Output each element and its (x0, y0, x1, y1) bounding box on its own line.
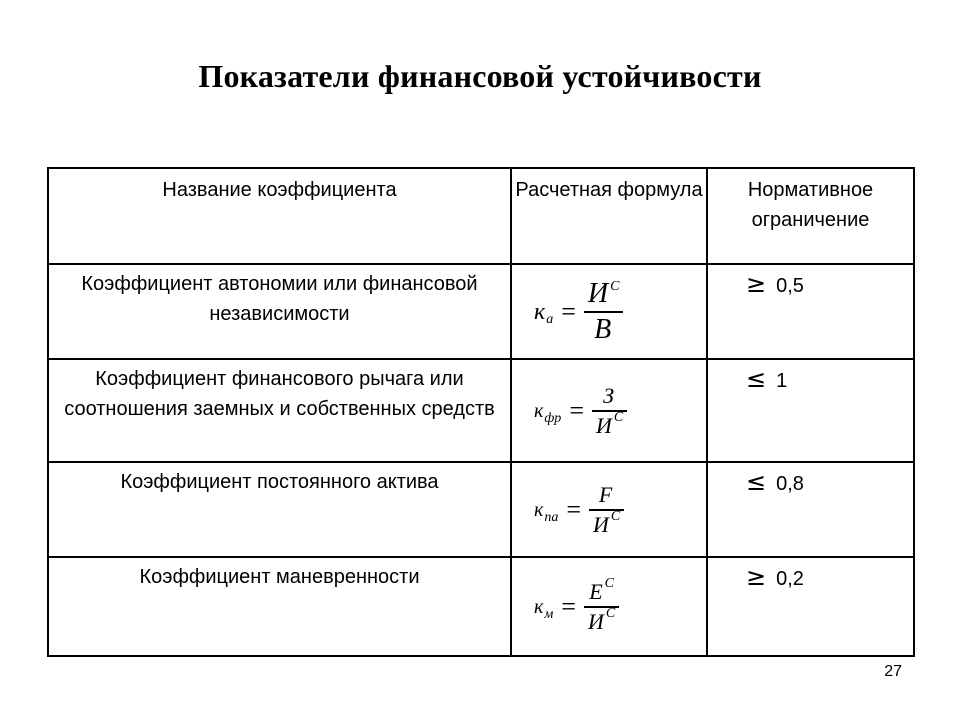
denominator-sup: С (613, 409, 624, 425)
comparison-sign: ≤ (746, 365, 767, 393)
formula-sub: м (544, 606, 554, 622)
formula-equals: = (561, 296, 576, 326)
formula-leverage (534, 382, 627, 438)
coef-name-cell (48, 462, 511, 557)
formula-denominator (589, 508, 624, 537)
norm-cell (707, 264, 914, 359)
formula-numerator (599, 382, 620, 408)
norm-cell (707, 557, 914, 656)
comparison-sign: ≥ (746, 270, 767, 298)
numerator-symbol: И (587, 277, 609, 309)
numerator-symbol: З (603, 382, 615, 408)
denominator-symbol: И (587, 608, 604, 634)
formula-k: к (534, 399, 544, 422)
norm-number: 1 (776, 370, 788, 392)
header-norm-label: Нормативное ограничение (747, 179, 874, 231)
header-formula-label: Расчетная формула (515, 179, 703, 201)
table-header-row (48, 168, 914, 264)
norm-value (708, 463, 913, 499)
norm-value (708, 360, 913, 396)
coef-name-cell (48, 359, 511, 462)
formula-equals: = (569, 395, 584, 425)
formula-autonomy (534, 277, 623, 345)
fraction-bar (584, 311, 624, 313)
page-title: Показатели финансовой устойчивости (198, 58, 762, 94)
norm-number: 0,5 (776, 275, 804, 297)
norm-value (708, 558, 913, 594)
formula-sub: фр (544, 410, 562, 426)
denominator-symbol: И (593, 511, 609, 537)
norm-cell (707, 359, 914, 462)
denominator-symbol: В (594, 313, 612, 345)
numerator-sup: С (604, 575, 614, 591)
coef-name: Коэффициент автономии или финансовой независимости (81, 273, 478, 325)
coef-name: Коэффициент маневренности (139, 566, 420, 588)
formula-fraction (592, 382, 627, 438)
comparison-sign: ≤ (746, 468, 767, 496)
coef-name-cell (48, 264, 511, 359)
formula-fixed-asset (534, 481, 624, 537)
coef-name-cell (48, 557, 511, 656)
formula-numerator (595, 481, 618, 507)
formula-numerator (585, 575, 618, 604)
coef-name: Коэффициент постоянного актива (120, 471, 439, 493)
denominator-sup: С (610, 508, 621, 524)
numerator-symbol: Е (589, 578, 603, 604)
formula-denominator (592, 409, 627, 438)
formula-cell (511, 359, 707, 462)
coef-name: Коэффициент финансового рычага или соотношения заемных и собственных средств (64, 368, 495, 420)
formula-k: к (534, 298, 546, 325)
norm-value (708, 265, 913, 301)
formula-equals: = (566, 494, 582, 524)
formula-k: к (534, 595, 544, 618)
formula-sub: па (544, 509, 559, 525)
formula-denominator (590, 313, 617, 345)
header-name (48, 168, 511, 264)
table-row (48, 359, 914, 462)
formula-numerator (584, 277, 624, 309)
table-row (48, 557, 914, 656)
formula-maneuverability (534, 575, 619, 634)
formula-fraction (589, 481, 624, 537)
norm-number: 0,2 (776, 568, 804, 590)
norm-cell (707, 462, 914, 557)
header-name-label: Название коэффициента (162, 179, 397, 201)
formula-fraction (584, 575, 619, 634)
numerator-symbol: F (598, 481, 613, 507)
denominator-symbol: И (595, 412, 612, 438)
denominator-sup: С (605, 605, 616, 621)
numerator-sup: С (610, 278, 620, 294)
formula-fraction (584, 277, 624, 345)
table-row (48, 264, 914, 359)
formula-cell (511, 264, 707, 359)
header-formula (511, 168, 707, 264)
comparison-sign: ≥ (746, 563, 767, 591)
formula-cell (511, 462, 707, 557)
header-norm (707, 168, 914, 264)
formula-k: к (534, 498, 544, 521)
coefficients-table (47, 167, 915, 657)
table-row (48, 462, 914, 557)
formula-cell (511, 557, 707, 656)
page-number: 27 (884, 663, 902, 680)
formula-equals: = (561, 591, 576, 621)
formula-sub: а (546, 311, 554, 327)
formula-denominator (584, 605, 619, 634)
norm-number: 0,8 (776, 473, 804, 495)
